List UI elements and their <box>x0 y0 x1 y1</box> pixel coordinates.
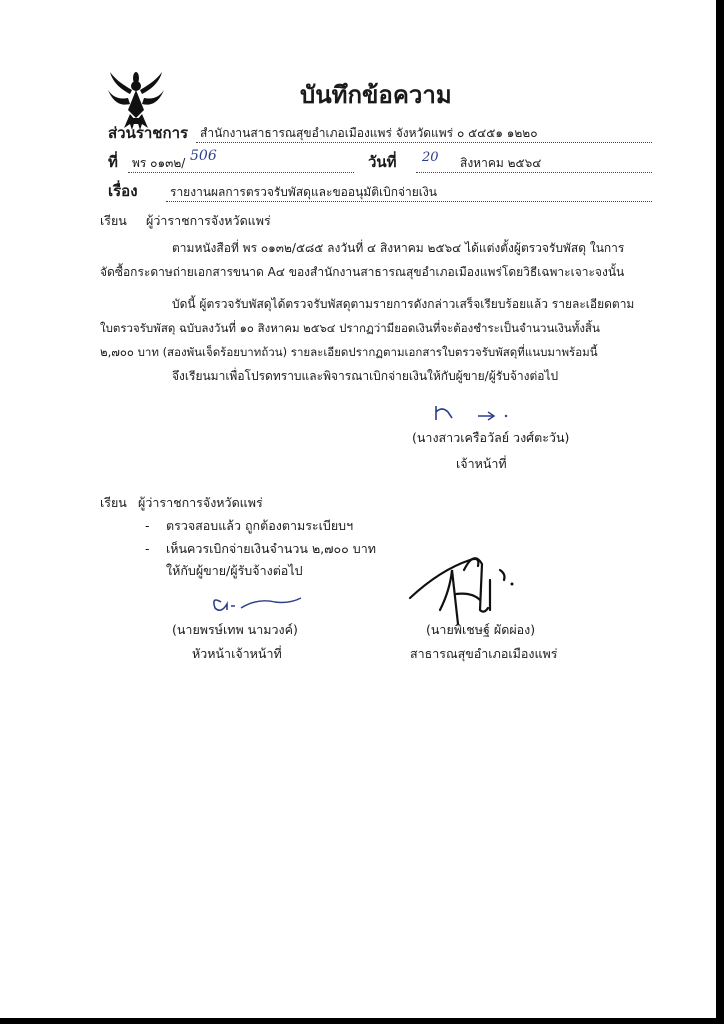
garuda-emblem-icon <box>108 70 164 132</box>
signer-3-name: (นายพิเชษฐ์ ผัดผ่อง) <box>426 622 536 637</box>
body-p3: จึงเรียนมาเพื่อโปรดทราบและพิจารณาเบิกจ่ายเงินให้กับผู้ขาย/ผู้รับจ้างต่อไป <box>172 369 559 383</box>
body-p2-line2: ใบตรวจรับพัสดุ ฉบับลงวันที่ ๑๐ สิงหาคม ๒๕๖๔ ปรากฏว่ามียอดเงินที่จะต้องชำระเป็นจำนวนเงินทั้งสิ้น <box>100 321 600 335</box>
body-p2-line3: ๒,๗๐๐ บาท (สองพันเจ็ดร้อยบาทถ้วน) รายละเอียดปรากฏตามเอกสารใบตรวจรับพัสดุที่แนบมาพร้อมนี้ <box>100 345 598 359</box>
section2-to: ผู้ว่าราชการจังหวัดแพร่ <box>138 495 263 510</box>
body-p1-line1: ตามหนังสือที่ พร ๐๑๓๒/๕๘๕ ลงวันที่ ๔ สิงหาคม ๒๕๖๔ ได้แต่งตั้งผู้ตรวจรับพัสดุ ในการ <box>172 241 625 255</box>
salutation-to: ผู้ว่าราชการจังหวัดแพร่ <box>146 213 271 228</box>
ref-value: พร ๐๑๓๒/ <box>132 156 186 170</box>
date-handwritten-day: 20 <box>422 150 439 165</box>
signature-1-icon <box>430 402 530 424</box>
department-dotline <box>196 142 652 143</box>
subject-label: เรื่อง <box>108 182 138 200</box>
ref-dotline <box>128 172 354 173</box>
section2-item-2-line2: ให้กับผู้ขาย/ผู้รับจ้างต่อไป <box>166 563 303 578</box>
signer-1-name: (นางสาวเครือวัลย์ วงศ์ตะวัน) <box>412 430 570 445</box>
ref-label: ที่ <box>108 153 118 171</box>
section2-label: เรียน <box>100 495 127 510</box>
signer-2-name: (นายพรษ์เทพ นามวงค์) <box>172 622 298 637</box>
signer-2-position: หัวหน้าเจ้าหน้าที่ <box>192 646 282 661</box>
signature-3-icon <box>400 540 540 630</box>
signer-3-position: สาธารณสุขอำเภอเมืองแพร่ <box>410 646 558 661</box>
scan-edge-bottom <box>0 1018 724 1024</box>
date-dotline <box>416 172 652 173</box>
date-value: สิงหาคม ๒๕๖๔ <box>460 156 542 170</box>
section2-item-1: ตรวจสอบแล้ว ถูกต้องตามระเบียบฯ <box>166 518 354 533</box>
scan-edge-right <box>716 0 724 1024</box>
subject-value: รายงานผลการตรวจรับพัสดุและขออนุมัติเบิกจ่ายเงิน <box>170 185 437 199</box>
signer-1-position: เจ้าหน้าที่ <box>456 456 507 471</box>
date-label: วันที่ <box>368 153 397 171</box>
signature-2-icon <box>205 590 305 616</box>
subject-dotline <box>166 201 652 202</box>
page-title: บันทึกข้อความ <box>300 81 452 109</box>
section2-bullet-1: - <box>145 518 150 533</box>
salutation-label: เรียน <box>100 213 127 228</box>
ref-handwritten-number: 506 <box>190 148 217 164</box>
body-p2-line1: บัดนี้ ผู้ตรวจรับพัสดุได้ตรวจรับพัสดุตามรายการดังกล่าวเสร็จเรียบร้อยแล้ว รายละเอียดตาม <box>172 297 635 311</box>
section2-item-2-line1: เห็นควรเบิกจ่ายเงินจำนวน ๒,๗๐๐ บาท <box>166 541 376 556</box>
body-p1-line2: จัดซื้อกระดาษถ่ายเอกสารขนาด A๔ ของสำนักงานสาธารณสุขอำเภอเมืองแพร่โดยวิธีเฉพาะเจาะจงนั้น <box>100 265 625 279</box>
section2-bullet-2: - <box>145 541 150 556</box>
department-label: ส่วนราชการ <box>108 124 189 142</box>
department-value: สำนักงานสาธารณสุขอำเภอเมืองแพร่ จังหวัดแพร่ ๐ ๕๔๕๑ ๑๒๒๐ <box>200 126 538 140</box>
